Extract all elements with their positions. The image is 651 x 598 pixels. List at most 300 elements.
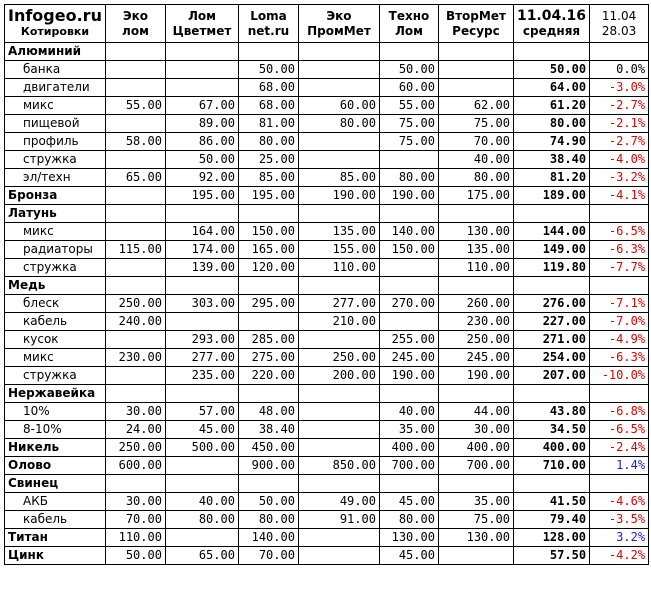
average-cell: 50.00 xyxy=(513,61,589,79)
price-cell: 250.00 xyxy=(298,349,379,367)
price-cell xyxy=(105,205,165,223)
average-cell: 81.20 xyxy=(513,169,589,187)
price-cell: 92.00 xyxy=(165,169,238,187)
price-cell xyxy=(105,385,165,403)
change-cell: 0.0% xyxy=(590,61,649,79)
price-cell xyxy=(379,43,438,61)
price-cell: 60.00 xyxy=(379,79,438,97)
change-date-old: 28.03 xyxy=(601,23,637,38)
price-cell: 110.00 xyxy=(298,259,379,277)
price-cell xyxy=(238,475,298,493)
price-cell: 174.00 xyxy=(165,241,238,259)
price-cell xyxy=(105,151,165,169)
price-cell: 155.00 xyxy=(298,241,379,259)
group-row xyxy=(5,277,649,295)
table-row xyxy=(5,421,649,439)
change-cell: -4.9% xyxy=(590,331,649,349)
col-header-text: Цветмет xyxy=(172,23,232,38)
price-cell: 245.00 xyxy=(438,349,513,367)
price-cell: 40.00 xyxy=(438,151,513,169)
price-cell xyxy=(105,277,165,295)
row-label: блеск xyxy=(5,295,106,313)
price-cell xyxy=(238,313,298,331)
average-cell: 149.00 xyxy=(513,241,589,259)
group-row xyxy=(5,43,649,61)
row-label: АКБ xyxy=(5,493,106,511)
price-cell xyxy=(379,475,438,493)
row-label: Титан xyxy=(5,529,106,547)
price-cell: 200.00 xyxy=(298,367,379,385)
price-cell xyxy=(298,529,379,547)
price-cell: 115.00 xyxy=(105,241,165,259)
price-cell xyxy=(379,259,438,277)
average-cell: 271.00 xyxy=(513,331,589,349)
price-cell: 30.00 xyxy=(438,421,513,439)
price-cell xyxy=(438,547,513,565)
price-cell xyxy=(165,61,238,79)
price-cell: 80.00 xyxy=(238,133,298,151)
row-label: двигатели xyxy=(5,79,106,97)
price-cell xyxy=(165,529,238,547)
table-row xyxy=(5,529,649,547)
group-row xyxy=(5,205,649,223)
table-row xyxy=(5,367,649,385)
price-cell: 250.00 xyxy=(438,331,513,349)
price-cell: 38.40 xyxy=(238,421,298,439)
price-cell: 50.00 xyxy=(238,493,298,511)
col-header-text: Эко xyxy=(326,8,352,23)
price-cell xyxy=(105,259,165,277)
price-cell: 285.00 xyxy=(238,331,298,349)
price-cell: 35.00 xyxy=(438,493,513,511)
price-cell: 277.00 xyxy=(165,349,238,367)
price-cell: 450.00 xyxy=(238,439,298,457)
price-cell: 140.00 xyxy=(238,529,298,547)
price-cell xyxy=(238,43,298,61)
average-cell: 74.90 xyxy=(513,133,589,151)
table-row xyxy=(5,259,649,277)
price-cell: 68.00 xyxy=(238,97,298,115)
col-header-text: Лом xyxy=(394,23,423,38)
price-cell: 140.00 xyxy=(379,223,438,241)
price-cell: 135.00 xyxy=(298,223,379,241)
table-row xyxy=(5,133,649,151)
change-cell: -2.1% xyxy=(590,115,649,133)
col-header-text: Техно xyxy=(388,8,430,23)
price-cell: 277.00 xyxy=(298,295,379,313)
change-cell: -6.5% xyxy=(590,421,649,439)
price-cell xyxy=(298,547,379,565)
price-cell: 89.00 xyxy=(165,115,238,133)
price-cell: 40.00 xyxy=(165,493,238,511)
average-cell: 61.20 xyxy=(513,97,589,115)
price-cell: 91.00 xyxy=(298,511,379,529)
table-row xyxy=(5,511,649,529)
price-cell xyxy=(105,61,165,79)
row-label: Никель xyxy=(5,439,106,457)
price-cell: 45.00 xyxy=(379,547,438,565)
price-cell: 400.00 xyxy=(438,439,513,457)
price-cell: 67.00 xyxy=(165,97,238,115)
price-cell: 49.00 xyxy=(298,493,379,511)
average-cell: 227.00 xyxy=(513,313,589,331)
change-cell: -4.2% xyxy=(590,547,649,565)
price-cell: 235.00 xyxy=(165,367,238,385)
price-cell: 135.00 xyxy=(438,241,513,259)
price-cell: 45.00 xyxy=(379,493,438,511)
group-label: Алюминий xyxy=(5,43,106,61)
average-cell: 254.00 xyxy=(513,349,589,367)
price-cell: 80.00 xyxy=(298,115,379,133)
change-cell: -4.6% xyxy=(590,493,649,511)
row-label: стружка xyxy=(5,151,106,169)
row-label: Олово xyxy=(5,457,106,475)
change-cell: -10.0% xyxy=(590,367,649,385)
table-row xyxy=(5,151,649,169)
change-cell: -2.7% xyxy=(590,133,649,151)
price-cell xyxy=(379,277,438,295)
price-cell: 81.00 xyxy=(238,115,298,133)
row-label: стружка xyxy=(5,259,106,277)
col-header-text: Эко xyxy=(122,8,149,23)
table-row xyxy=(5,349,649,367)
price-cell xyxy=(165,43,238,61)
avg-date: 11.04.16 xyxy=(516,7,587,24)
price-cell: 48.00 xyxy=(238,403,298,421)
price-cell xyxy=(298,421,379,439)
price-cell xyxy=(298,277,379,295)
price-cell xyxy=(105,79,165,97)
price-cell xyxy=(298,475,379,493)
price-cell xyxy=(105,187,165,205)
price-cell: 75.00 xyxy=(438,511,513,529)
price-cell xyxy=(438,79,513,97)
price-cell xyxy=(298,205,379,223)
price-cell xyxy=(298,79,379,97)
price-cell: 900.00 xyxy=(238,457,298,475)
price-cell: 230.00 xyxy=(105,349,165,367)
col-header-text: лом xyxy=(122,23,149,38)
price-cell: 60.00 xyxy=(298,97,379,115)
price-cell: 255.00 xyxy=(379,331,438,349)
price-cell xyxy=(298,43,379,61)
row-label: 10% xyxy=(5,403,106,421)
average-cell: 128.00 xyxy=(513,529,589,547)
price-cell: 195.00 xyxy=(238,187,298,205)
table-row xyxy=(5,457,649,475)
price-cell xyxy=(105,367,165,385)
price-cell xyxy=(165,457,238,475)
price-cell: 58.00 xyxy=(105,133,165,151)
price-cell: 24.00 xyxy=(105,421,165,439)
group-label: Латунь xyxy=(5,205,106,223)
table-row xyxy=(5,115,649,133)
price-cell: 270.00 xyxy=(379,295,438,313)
price-cell: 80.00 xyxy=(379,169,438,187)
price-cell: 80.00 xyxy=(238,511,298,529)
average-cell xyxy=(513,205,589,223)
average-cell xyxy=(513,277,589,295)
average-cell: 41.50 xyxy=(513,493,589,511)
price-cell: 250.00 xyxy=(105,439,165,457)
price-cell: 75.00 xyxy=(438,115,513,133)
header-row xyxy=(5,5,649,43)
price-cell xyxy=(165,313,238,331)
price-cell: 245.00 xyxy=(379,349,438,367)
price-cell: 190.00 xyxy=(298,187,379,205)
price-cell xyxy=(438,61,513,79)
change-cell: 1.4% xyxy=(590,457,649,475)
price-cell: 70.00 xyxy=(105,511,165,529)
price-cell xyxy=(298,403,379,421)
table-row xyxy=(5,493,649,511)
price-cell: 86.00 xyxy=(165,133,238,151)
price-cell: 50.00 xyxy=(238,61,298,79)
price-cell: 62.00 xyxy=(438,97,513,115)
group-label: Свинец xyxy=(5,475,106,493)
average-cell: 34.50 xyxy=(513,421,589,439)
change-cell: -3.2% xyxy=(590,169,649,187)
price-cell xyxy=(165,475,238,493)
price-cell: 130.00 xyxy=(438,529,513,547)
price-cell: 110.00 xyxy=(438,259,513,277)
change-cell xyxy=(590,43,649,61)
average-cell: 79.40 xyxy=(513,511,589,529)
change-cell: -2.7% xyxy=(590,97,649,115)
table-row xyxy=(5,331,649,349)
col-header-text: ВторМет xyxy=(445,8,506,23)
price-cell: 500.00 xyxy=(165,439,238,457)
price-cell: 250.00 xyxy=(105,295,165,313)
row-label: банка xyxy=(5,61,106,79)
change-cell: -2.4% xyxy=(590,439,649,457)
change-cell: -6.3% xyxy=(590,349,649,367)
price-cell xyxy=(105,43,165,61)
change-cell: -7.0% xyxy=(590,313,649,331)
change-cell xyxy=(590,205,649,223)
price-cell: 110.00 xyxy=(105,529,165,547)
price-cell xyxy=(438,385,513,403)
col-header-text: Loma xyxy=(250,8,287,23)
average-cell: 119.80 xyxy=(513,259,589,277)
price-cell: 75.00 xyxy=(379,115,438,133)
price-cell xyxy=(379,385,438,403)
price-cell: 260.00 xyxy=(438,295,513,313)
price-cell: 40.00 xyxy=(379,403,438,421)
table-row xyxy=(5,403,649,421)
price-cell xyxy=(238,277,298,295)
price-cell: 303.00 xyxy=(165,295,238,313)
avg-label: средняя xyxy=(522,23,581,38)
brand-title: Infogeo.ru xyxy=(8,5,102,25)
price-cell: 700.00 xyxy=(379,457,438,475)
row-label: микс xyxy=(5,97,106,115)
row-label: кабель xyxy=(5,511,106,529)
price-cell: 150.00 xyxy=(238,223,298,241)
average-cell: 710.00 xyxy=(513,457,589,475)
price-cell: 75.00 xyxy=(379,133,438,151)
price-cell: 30.00 xyxy=(105,493,165,511)
col-header-text: ПромМет xyxy=(307,23,371,38)
change-cell xyxy=(590,475,649,493)
price-cell: 195.00 xyxy=(165,187,238,205)
table-row xyxy=(5,187,649,205)
price-cell: 275.00 xyxy=(238,349,298,367)
row-label: кусок xyxy=(5,331,106,349)
table-row xyxy=(5,97,649,115)
price-cell xyxy=(105,115,165,133)
table-row xyxy=(5,79,649,97)
price-cell: 164.00 xyxy=(165,223,238,241)
average-cell xyxy=(513,385,589,403)
change-cell: -7.7% xyxy=(590,259,649,277)
col-header-ecopromet xyxy=(298,5,379,43)
table-row xyxy=(5,223,649,241)
price-cell: 600.00 xyxy=(105,457,165,475)
change-cell: -4.1% xyxy=(590,187,649,205)
price-cell: 190.00 xyxy=(379,187,438,205)
average-cell: 400.00 xyxy=(513,439,589,457)
group-row xyxy=(5,385,649,403)
price-cell: 165.00 xyxy=(238,241,298,259)
price-cell xyxy=(379,205,438,223)
col-header-text: Ресурс xyxy=(452,23,500,38)
table-row xyxy=(5,241,649,259)
price-cell: 240.00 xyxy=(105,313,165,331)
price-cell xyxy=(165,79,238,97)
price-cell xyxy=(298,151,379,169)
price-cell xyxy=(298,61,379,79)
brand-subtitle: Котировки xyxy=(20,24,90,38)
col-header-vtormet xyxy=(438,5,513,43)
table-row xyxy=(5,547,649,565)
row-label: пищевой xyxy=(5,115,106,133)
price-cell xyxy=(105,475,165,493)
table-row xyxy=(5,169,649,187)
price-cell: 35.00 xyxy=(379,421,438,439)
price-cell xyxy=(438,43,513,61)
average-cell xyxy=(513,475,589,493)
change-cell: 3.2% xyxy=(590,529,649,547)
price-cell: 70.00 xyxy=(238,547,298,565)
col-header-ecolom xyxy=(105,5,165,43)
price-cell: 130.00 xyxy=(438,223,513,241)
price-cell: 50.00 xyxy=(379,61,438,79)
price-cell: 190.00 xyxy=(379,367,438,385)
price-cell: 25.00 xyxy=(238,151,298,169)
price-cell: 55.00 xyxy=(379,97,438,115)
price-cell xyxy=(379,151,438,169)
row-label: микс xyxy=(5,349,106,367)
col-header-average xyxy=(513,5,589,43)
change-cell xyxy=(590,385,649,403)
price-cell: 50.00 xyxy=(165,151,238,169)
price-cell xyxy=(438,277,513,295)
price-cell: 175.00 xyxy=(438,187,513,205)
table-row xyxy=(5,295,649,313)
price-cell xyxy=(165,205,238,223)
col-header-text: Лом xyxy=(187,8,216,23)
row-label: Цинк xyxy=(5,547,106,565)
price-cell: 80.00 xyxy=(438,169,513,187)
brand-cell xyxy=(5,5,106,43)
change-cell: -7.1% xyxy=(590,295,649,313)
price-cell: 85.00 xyxy=(298,169,379,187)
table-row xyxy=(5,313,649,331)
price-cell xyxy=(238,385,298,403)
col-header-lomcvetmet xyxy=(165,5,238,43)
change-cell xyxy=(590,277,649,295)
average-cell: 80.00 xyxy=(513,115,589,133)
price-cell xyxy=(298,439,379,457)
price-cell: 68.00 xyxy=(238,79,298,97)
price-cell: 80.00 xyxy=(379,511,438,529)
price-cell: 120.00 xyxy=(238,259,298,277)
col-header-text: net.ru xyxy=(247,23,290,38)
price-cell xyxy=(238,205,298,223)
row-label: Бронза xyxy=(5,187,106,205)
price-cell: 220.00 xyxy=(238,367,298,385)
change-date-new: 11.04 xyxy=(601,8,637,23)
price-cell: 130.00 xyxy=(379,529,438,547)
change-cell: -6.8% xyxy=(590,403,649,421)
average-cell: 43.80 xyxy=(513,403,589,421)
row-label: профиль xyxy=(5,133,106,151)
row-label: эл/техн xyxy=(5,169,106,187)
price-cell: 80.00 xyxy=(165,511,238,529)
price-cell: 293.00 xyxy=(165,331,238,349)
price-table xyxy=(4,4,649,565)
price-cell xyxy=(105,223,165,241)
change-cell: -3.0% xyxy=(590,79,649,97)
row-label: микс xyxy=(5,223,106,241)
price-cell xyxy=(438,475,513,493)
row-label: стружка xyxy=(5,367,106,385)
price-cell: 57.00 xyxy=(165,403,238,421)
price-cell xyxy=(165,385,238,403)
price-cell xyxy=(105,331,165,349)
average-cell: 57.50 xyxy=(513,547,589,565)
price-cell: 85.00 xyxy=(238,169,298,187)
price-cell: 190.00 xyxy=(438,367,513,385)
table-row xyxy=(5,61,649,79)
price-cell: 850.00 xyxy=(298,457,379,475)
average-cell: 144.00 xyxy=(513,223,589,241)
change-cell: -6.5% xyxy=(590,223,649,241)
change-cell: -4.0% xyxy=(590,151,649,169)
average-cell xyxy=(513,43,589,61)
price-cell xyxy=(438,205,513,223)
average-cell: 189.00 xyxy=(513,187,589,205)
average-cell: 38.40 xyxy=(513,151,589,169)
price-cell: 150.00 xyxy=(379,241,438,259)
col-header-tehnolom xyxy=(379,5,438,43)
average-cell: 276.00 xyxy=(513,295,589,313)
row-label: радиаторы xyxy=(5,241,106,259)
price-cell: 139.00 xyxy=(165,259,238,277)
row-label: 8-10% xyxy=(5,421,106,439)
price-cell: 65.00 xyxy=(105,169,165,187)
price-cell: 30.00 xyxy=(105,403,165,421)
average-cell: 64.00 xyxy=(513,79,589,97)
price-cell: 295.00 xyxy=(238,295,298,313)
row-label: кабель xyxy=(5,313,106,331)
price-cell: 65.00 xyxy=(165,547,238,565)
price-cell: 50.00 xyxy=(105,547,165,565)
price-cell xyxy=(298,331,379,349)
price-cell xyxy=(165,277,238,295)
price-cell: 400.00 xyxy=(379,439,438,457)
